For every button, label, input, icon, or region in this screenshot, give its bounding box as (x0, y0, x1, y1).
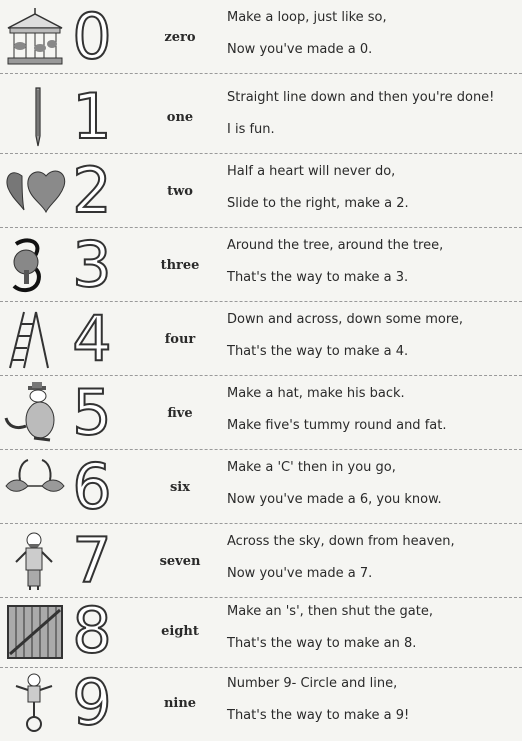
rhyme-line-1: Half a heart will never do, (227, 164, 396, 179)
rhyme-line-2: That's the way to make an 8. (227, 636, 417, 651)
digit-outline: 8 (72, 594, 112, 667)
digit-outline: 7 (72, 524, 112, 597)
rhyme-line-1: Make a hat, make his back. (227, 386, 405, 401)
ladder-icon (2, 308, 68, 370)
rhyme-line-2: I is fun. (227, 122, 275, 137)
rhyme-line-2: Now you've made a 6, you know. (227, 492, 442, 507)
hands-icon (2, 456, 68, 518)
number-word: nine (163, 695, 197, 711)
number-word: eight (161, 623, 199, 639)
kangaroo-icon (2, 382, 68, 444)
number-word: four (164, 331, 196, 347)
digit-outline: 4 (72, 302, 112, 375)
rhyme-line-2: Now you've made a 7. (227, 566, 373, 581)
pencil-icon (2, 86, 68, 148)
tree-icon (2, 234, 68, 296)
gate-icon (2, 600, 68, 662)
digit-outline: 3 (72, 228, 112, 301)
rhyme-row-seven (0, 524, 522, 598)
rhyme-line-2: That's the way to make a 3. (227, 270, 409, 285)
digit-outline: 5 (72, 376, 112, 449)
number-word: six (169, 479, 190, 495)
rhyme-row-eight (0, 594, 522, 668)
digit-outline: 2 (72, 154, 112, 227)
digit-outline: 9 (72, 666, 112, 739)
rhyme-row-three (0, 228, 522, 302)
digit-outline: 1 (72, 80, 112, 153)
number-word: five (167, 405, 193, 421)
rhyme-row-nine (0, 666, 522, 740)
rhyme-line-1: Make a 'C' then in you go, (227, 460, 396, 475)
man-icon (2, 530, 68, 592)
number-word: three (160, 257, 200, 273)
rhyme-line-1: Across the sky, down from heaven, (227, 534, 455, 549)
digit-outline: 0 (72, 0, 112, 73)
rhyme-line-1: Down and across, down some more, (227, 312, 464, 327)
heart-icon (2, 160, 68, 222)
rhyme-line-2: Now you've made a 0. (227, 42, 373, 57)
rhyme-line-1: Make a loop, just like so, (227, 10, 387, 25)
unicyclist-icon (2, 672, 68, 734)
rhyme-row-one (0, 80, 522, 154)
number-word: seven (159, 553, 201, 569)
rhyme-line-2: That's the way to make a 4. (227, 344, 409, 359)
number-word: two (167, 183, 193, 199)
rhyme-row-two (0, 154, 522, 228)
row-divider (0, 73, 522, 74)
number-word: one (166, 109, 194, 125)
rhyme-row-zero (0, 0, 522, 74)
rhyme-line-2: Make five's tummy round and fat. (227, 418, 447, 433)
rhyme-line-1: Number 9- Circle and line, (227, 676, 398, 691)
carousel-icon (2, 6, 68, 68)
rhyme-line-1: Straight line down and then you're done! (227, 90, 495, 105)
rhyme-row-six (0, 450, 522, 524)
rhyme-row-five (0, 376, 522, 450)
rhyme-line-1: Make an 's', then shut the gate, (227, 604, 434, 619)
rhyme-line-2: Slide to the right, make a 2. (227, 196, 409, 211)
digit-outline: 6 (72, 450, 112, 523)
rhyme-line-1: Around the tree, around the tree, (227, 238, 444, 253)
rhyme-row-four (0, 302, 522, 376)
rhyme-line-2: That's the way to make a 9! (227, 708, 410, 723)
number-word: zero (164, 29, 196, 45)
